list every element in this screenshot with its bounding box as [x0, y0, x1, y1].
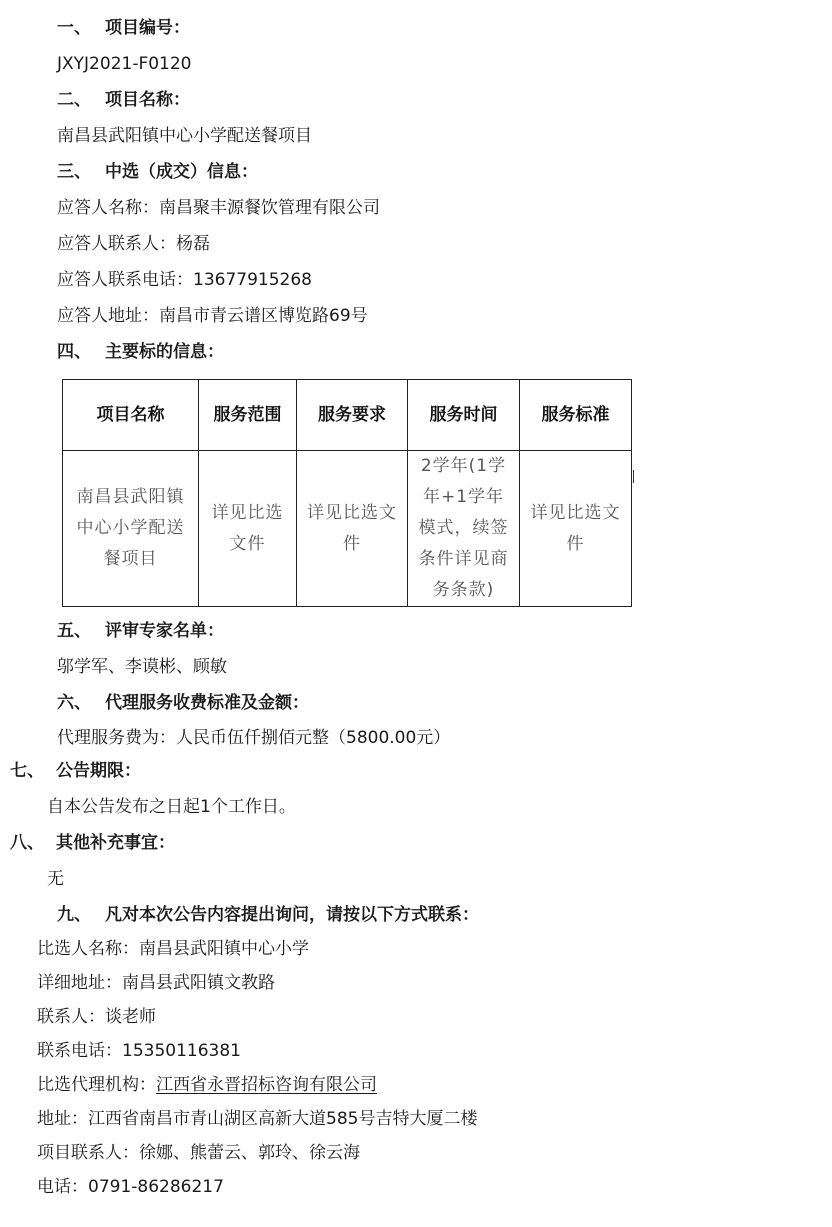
section-6-number: 六、	[57, 693, 91, 713]
contact-phone-line	[37, 1040, 241, 1062]
responder-name-label: 应答人名称：	[57, 198, 159, 218]
section-2-number: 二、	[57, 90, 91, 110]
fee-text: 代理服务费为：人民币伍仟捌佰元整（5800.00元）	[57, 728, 451, 748]
section-3-number: 三、	[57, 162, 91, 182]
table-cell: 详见比选文件	[297, 451, 408, 607]
responder-contact-label: 应答人联系人：	[57, 234, 176, 254]
subject-info-table	[62, 379, 632, 607]
responder-contact-line	[57, 233, 210, 255]
section-9-title: 凡对本次公告内容提出询问，请按以下方式联系：	[105, 905, 479, 925]
table-header-cell: 服务时间	[408, 380, 520, 451]
project-contacts-line	[37, 1142, 360, 1164]
section-6-heading	[57, 692, 309, 714]
other-text: 无	[47, 869, 64, 889]
agency-address-label: 地址：	[37, 1109, 88, 1129]
section-9-heading	[57, 904, 479, 926]
telephone-label: 电话：	[37, 1177, 88, 1197]
table-header-cell: 服务要求	[297, 380, 408, 451]
section-7-number: 七、	[10, 761, 44, 781]
section-7-title: 公告期限：	[56, 761, 141, 781]
table-header-cell: 服务范围	[199, 380, 297, 451]
buyer-name: 南昌县武阳镇中心小学	[139, 939, 309, 959]
table-header-cell: 服务标准	[520, 380, 632, 451]
section-7-heading	[10, 760, 141, 782]
section-3-title: 中选（成交）信息：	[105, 162, 258, 182]
buyer-line	[37, 938, 309, 960]
section-3-heading	[57, 161, 258, 183]
section-2-heading	[57, 89, 190, 111]
buyer-address-line	[37, 972, 275, 994]
table-header-row	[63, 380, 632, 451]
experts-list: 邬学军、李谟彬、顾敏	[57, 657, 227, 677]
section-1-number: 一、	[57, 18, 91, 38]
responder-address-line	[57, 305, 368, 327]
contact-person-label: 联系人：	[37, 1007, 105, 1027]
responder-phone-line	[57, 269, 312, 291]
project-code: JXYJ2021-F0120	[57, 54, 192, 74]
buyer-address: 南昌县武阳镇文教路	[122, 973, 275, 993]
table-cell: 2学年(1学年+1学年模式，续签条件详见商务条款)	[408, 451, 520, 607]
responder-address-label: 应答人地址：	[57, 306, 159, 326]
table-cell: 详见比选文件	[199, 451, 297, 607]
section-4-heading	[57, 341, 224, 363]
section-2-title: 项目名称：	[105, 90, 190, 110]
text-cursor-mark	[633, 470, 634, 483]
buyer-address-label: 详细地址：	[37, 973, 122, 993]
telephone-line	[37, 1176, 224, 1198]
table-header-cell: 项目名称	[63, 380, 199, 451]
section-1-heading	[57, 17, 190, 39]
responder-phone-label: 应答人联系电话：	[57, 270, 193, 290]
buyer-label: 比选人名称：	[37, 939, 139, 959]
agency-line	[37, 1074, 377, 1096]
table-cell: 南昌县武阳镇中心小学配送餐项目	[63, 451, 199, 607]
responder-name-line	[57, 197, 380, 219]
section-5-heading	[57, 620, 224, 642]
section-5-title: 评审专家名单：	[105, 621, 224, 641]
section-4-number: 四、	[57, 342, 91, 362]
period-text: 自本公告发布之日起1个工作日。	[47, 797, 296, 817]
section-8-title: 其他补充事宜：	[56, 833, 175, 853]
agency-address-line	[37, 1108, 477, 1130]
project-name: 南昌县武阳镇中心小学配送餐项目	[57, 126, 312, 146]
project-contacts-label: 项目联系人：	[37, 1143, 139, 1163]
agency-address: 江西省南昌市青山湖区高新大道585号吉特大厦二楼	[88, 1109, 478, 1129]
section-8-heading	[10, 832, 175, 854]
responder-contact: 杨磊	[176, 234, 210, 254]
responder-name: 南昌聚丰源餐饮管理有限公司	[159, 198, 380, 218]
table-row	[63, 451, 632, 607]
section-6-title: 代理服务收费标准及金额：	[105, 693, 309, 713]
responder-phone: 13677915268	[193, 270, 312, 290]
section-8-number: 八、	[10, 833, 44, 853]
agency-name: 江西省永晋招标咨询有限公司	[156, 1075, 377, 1095]
contact-phone-label: 联系电话：	[37, 1041, 122, 1061]
contact-phone: 15350116381	[122, 1041, 241, 1061]
section-9-number: 九、	[57, 905, 91, 925]
section-1-title: 项目编号：	[105, 18, 190, 38]
contact-person-line	[37, 1006, 156, 1028]
agency-label: 比选代理机构：	[37, 1075, 156, 1095]
section-4-title: 主要标的信息：	[105, 342, 224, 362]
section-5-number: 五、	[57, 621, 91, 641]
contact-person: 谈老师	[105, 1007, 156, 1027]
project-contacts: 徐娜、熊蕾云、郭玲、徐云海	[139, 1143, 360, 1163]
responder-address: 南昌市青云谱区博览路69号	[159, 306, 368, 326]
telephone: 0791-86286217	[88, 1177, 224, 1197]
table-cell: 详见比选文件	[520, 451, 632, 607]
